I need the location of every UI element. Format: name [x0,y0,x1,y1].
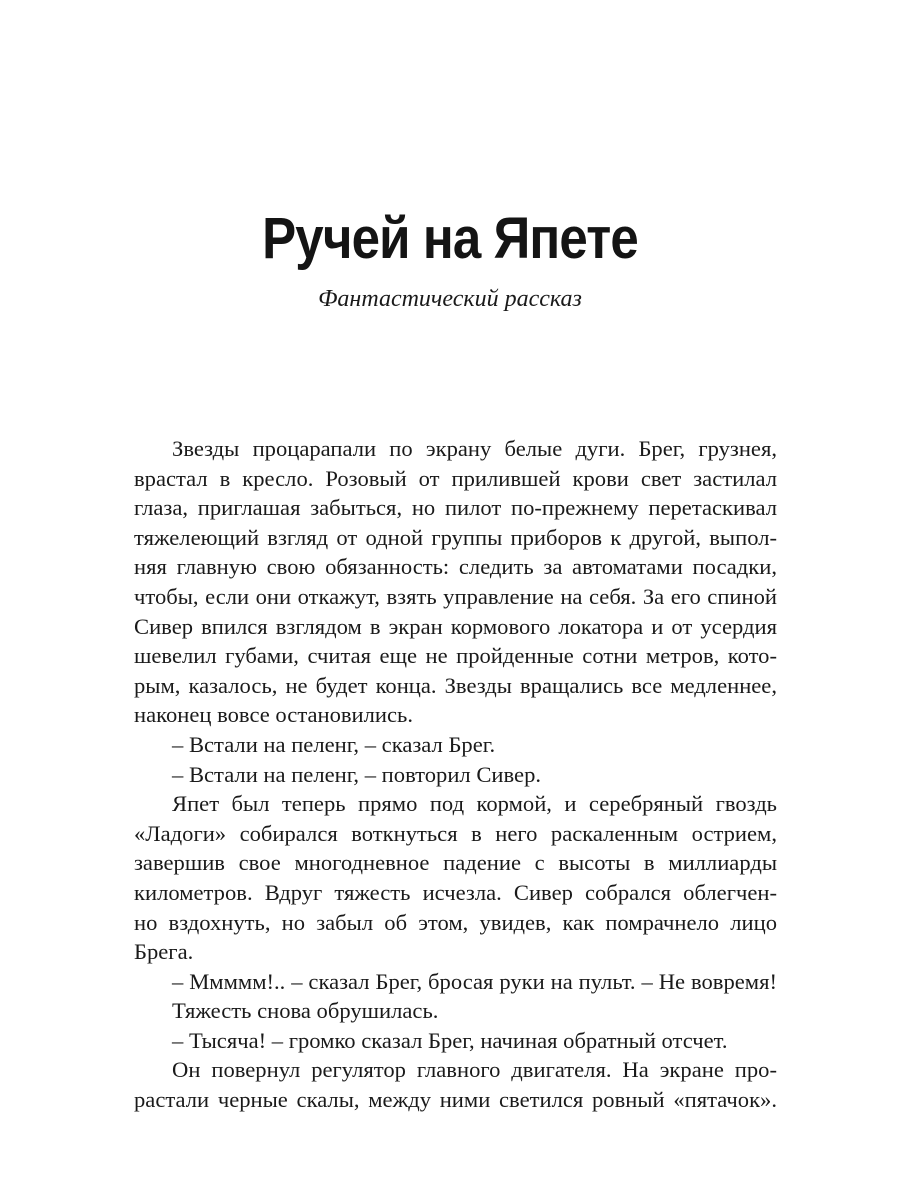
text-line: растали черные скалы, между ними светился ровный «пятачок». [134,1087,777,1113]
story-subtitle: Фантастический рассказ [318,286,582,312]
text-line: – Встали на пеленг, – сказал Брег. [172,731,496,757]
text-line: тяжелеющий взгляд от одной группы приборов к другой, выпол- [134,524,777,550]
text-line: глаза, приглашая забыться, но пилот по-прежнему перетаскивал [134,495,777,521]
text-line: наконец вовсе остановились. [134,702,413,728]
story-title: Ручей на Япете [262,206,638,271]
text-line: врастал в кресло. Розовый от прилившей крови свет застилал [134,465,777,491]
text-line: Япет был теперь прямо под кормой, и серебряный гвоздь [172,791,777,817]
text-line: няя главную свою обязанность: следить за автоматами посадки, [134,554,777,580]
text-line: Сивер впился взглядом в экран кормового локатора и от усердия [134,613,777,639]
text-line: шевелил губами, считая еще не пройденные сотни метров, кото- [134,643,777,669]
text-line: завершив свое многодневное падение с высоты в миллиарды [134,850,777,876]
text-line: – Встали на пеленг, – повторил Сивер. [172,761,542,787]
text-line: – Тысяча! – громко сказал Брег, начиная обратный отсчет. [172,1027,728,1053]
text-line: Тяжесть снова обрушилась. [172,998,439,1024]
text-line: чтобы, если они откажут, взять управление на себя. За его спиной [134,583,777,609]
text-line: – Ммммм!.. – сказал Брег, бросая руки на пульт. – Не вовремя! [172,968,777,994]
text-line: Он повернул регулятор главного двигателя. На экране про- [172,1057,777,1083]
text-line: Брега. [134,939,194,965]
text-line: километров. Вдруг тяжесть исчезла. Сивер собрался облегчен- [134,879,777,905]
text-line: «Ладоги» собирался воткнуться в него раскаленным острием, [134,820,777,846]
story-body [134,434,777,1115]
text-line: Звезды процарапали по экрану белые дуги. Брег, грузнея, [172,436,777,461]
text-line: но вздохнуть, но забыл об этом, увидев, как помрачнело лицо [134,909,777,935]
text-line: рым, казалось, не будет конца. Звезды вращались все медленнее, [134,672,777,698]
